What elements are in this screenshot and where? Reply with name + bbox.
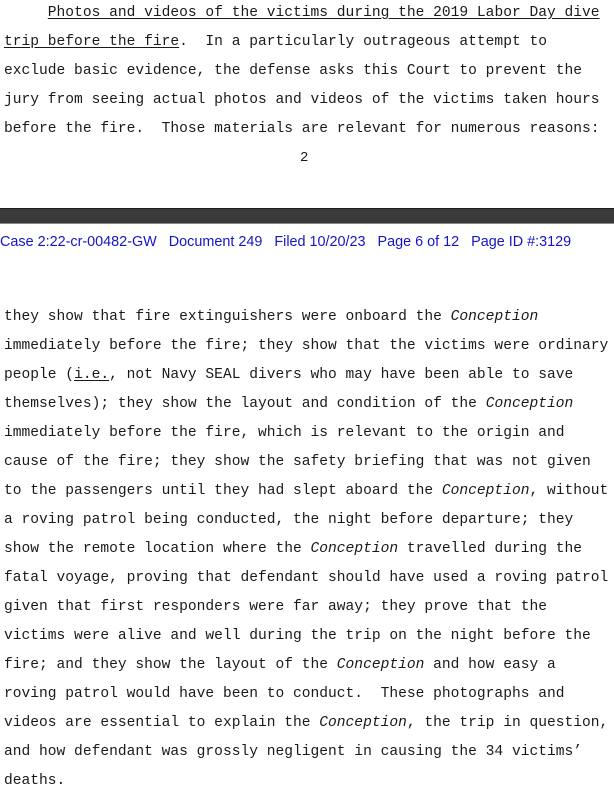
text-run: and how defendant was grossly negligent in causing the 34 victims’ <box>4 744 583 760</box>
text-run: they show that fire extinguishers were onboard the <box>4 309 451 325</box>
text-run: , without <box>529 483 609 499</box>
text-run: Conception <box>441 483 530 499</box>
text-run: . In a particularly outrageous attempt to <box>179 34 547 50</box>
text-run: immediately before the fire, which is relevant to the origin and <box>4 425 565 441</box>
text-run: , the trip in question, <box>406 715 609 731</box>
page-top <box>0 0 614 208</box>
text-run: fatal voyage, proving that defendant should have used a roving patrol <box>4 570 609 586</box>
text-run: people ( <box>4 367 75 383</box>
text-run: Photos and videos of the victims during the 2019 Labor Day dive <box>47 5 600 21</box>
text-line <box>4 62 582 80</box>
text-line <box>4 772 65 790</box>
text-run: exclude basic evidence, the defense asks this Court to prevent the <box>4 63 583 79</box>
text-line <box>4 627 591 645</box>
text-run: Conception <box>319 715 407 731</box>
text-run: immediately before the fire; they show that the victims were ordinary <box>4 338 609 354</box>
text-run: roving patrol would have been to conduct. These photographs and <box>4 686 565 702</box>
text-line <box>4 395 573 413</box>
page-bottom <box>0 224 614 800</box>
text-line <box>4 685 565 703</box>
text-run: given that first responders were far away; they prove that the <box>4 599 547 615</box>
text-run: Conception <box>450 309 539 325</box>
text-run: to the passengers until they had slept aboard the <box>4 483 442 499</box>
text-run: fire; and they show the layout of the <box>4 657 337 673</box>
case-header: Case 2:22-cr-00482-GW Document 249 Filed 10/20/23 Page 6 of 12 Page ID #:3129 <box>0 234 572 250</box>
text-line <box>4 714 608 732</box>
text-line <box>4 453 591 471</box>
text-line <box>4 569 608 587</box>
text-run: and how easy a <box>424 657 556 673</box>
text-line <box>4 33 547 51</box>
text-run: Conception <box>310 541 399 557</box>
text-run: i.e. <box>74 367 110 383</box>
text-run: Conception <box>485 396 574 412</box>
text-line <box>4 540 582 558</box>
text-line <box>4 308 538 326</box>
text-run <box>4 5 48 21</box>
text-line <box>4 4 600 22</box>
page-number: 2 <box>300 150 309 166</box>
text-line <box>4 482 608 500</box>
text-run: , not Navy SEAL divers who may have been able to save <box>109 367 574 383</box>
text-run: travelled during the <box>398 541 583 557</box>
text-run: trip before the fire <box>4 34 180 50</box>
text-line <box>4 598 547 616</box>
text-line <box>4 511 573 529</box>
text-run: show the remote location where the <box>4 541 311 557</box>
text-line <box>4 424 565 442</box>
text-run: videos are essential to explain the <box>4 715 320 731</box>
text-line <box>4 120 600 138</box>
text-line <box>4 91 600 109</box>
text-run: deaths. <box>4 773 66 789</box>
text-line <box>4 656 556 674</box>
text-run: jury from seeing actual photos and videos of the victims taken hours <box>4 92 600 108</box>
text-run: a roving patrol being conducted, the night before departure; they <box>4 512 574 528</box>
text-line <box>4 337 608 355</box>
text-run: cause of the fire; they show the safety briefing that was not given <box>4 454 591 470</box>
text-run: Conception <box>336 657 425 673</box>
text-run: themselves); they show the layout and condition of the <box>4 396 486 412</box>
text-run: before the fire. Those materials are relevant for numerous reasons: <box>4 121 600 137</box>
text-line <box>4 366 573 384</box>
text-line <box>4 743 582 761</box>
page-separator <box>0 208 614 224</box>
text-run: victims were alive and well during the trip on the night before the <box>4 628 591 644</box>
